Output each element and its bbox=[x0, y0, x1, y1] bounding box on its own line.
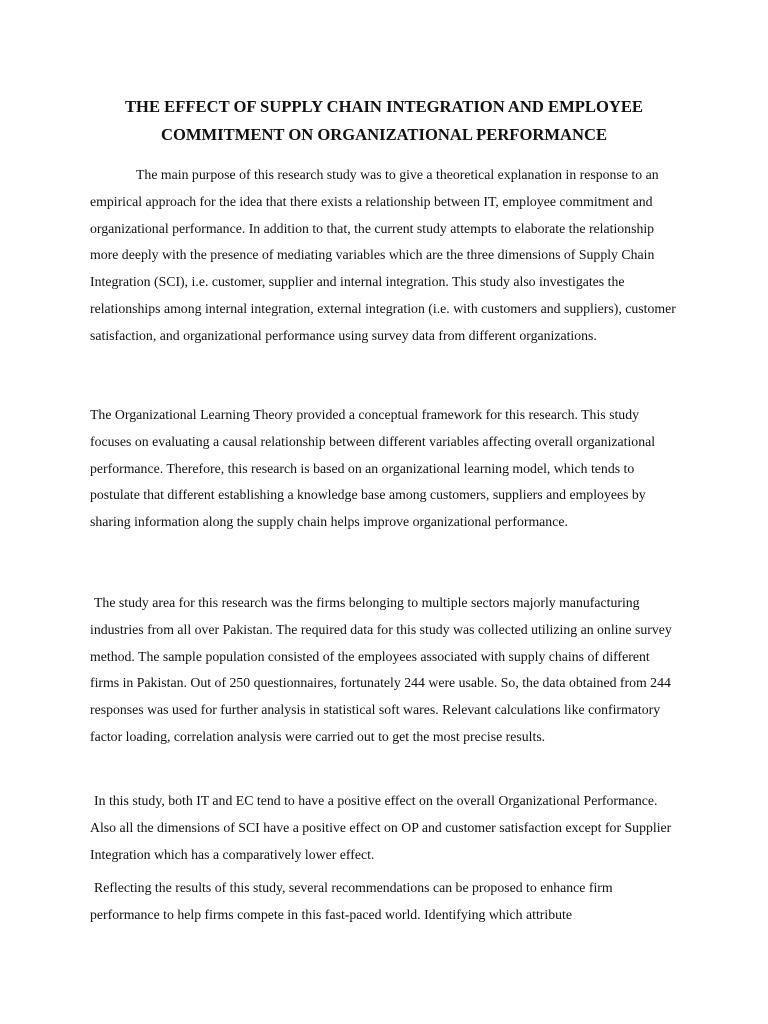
document-title-line-1: THE EFFECT OF SUPPLY CHAIN INTEGRATION AND EMPLOYEE bbox=[124, 97, 643, 116]
paragraph-study-area: The study area for this research was the firms belonging to multiple sectors majorly manufacturing industries from all over Pakistan. The required data for this study was collected utilizing an online survey method. The sample population consisted of the employees associated with supply chains of different firms in Pakistan. Out of 250 questionnaires, fortunately 244 were usable. So, the data obtained from 244 responses was used for further analysis in statistical soft wares. Relevant calculations like confirmatory factor loading, correlation analysis were carried out to get the most precise results. bbox=[90, 595, 672, 744]
paragraph-recommendations: Reflecting the results of this study, several recommendations can be proposed to enhance firm performance to help firms compete in this fast-paced world. Identifying which attribute bbox=[90, 880, 613, 922]
document-title-line-2: COMMITMENT ON ORGANIZATIONAL PERFORMANCE bbox=[160, 125, 608, 144]
paragraph-results: In this study, both IT and EC tend to have a positive effect on the overall Organizational Performance. Also all the dimensions of SCI have a positive effect on OP and customer satisfaction except for Supplier Integration which has a comparatively lower effect. bbox=[90, 793, 672, 862]
paragraph-theory: The Organizational Learning Theory provided a conceptual framework for this research. This study focuses on evaluating a causal relationship between different variables affecting overall organizational performance. Therefore, this research is based on an organizational learning model, which tends to postulate that different establishing a knowledge base among customers, suppliers and employees by sharing information along the supply chain helps improve organizational performance. bbox=[90, 407, 656, 530]
paragraph-purpose: The main purpose of this research study was to give a theoretical explanation in response to an empirical approach for the idea that there exists a relationship between IT, employee commitment and organizational performance. In addition to that, the current study attempts to elaborate the relationship more deeply with the presence of mediating variables which are the three dimensions of Supply Chain Integration (SCI), i.e. customer, supplier and internal integration. This study also investigates the relationships among internal integration, external integration (i.e. with customers and suppliers), customer satisfaction, and organizational performance using survey data from different organizations. bbox=[90, 167, 676, 343]
